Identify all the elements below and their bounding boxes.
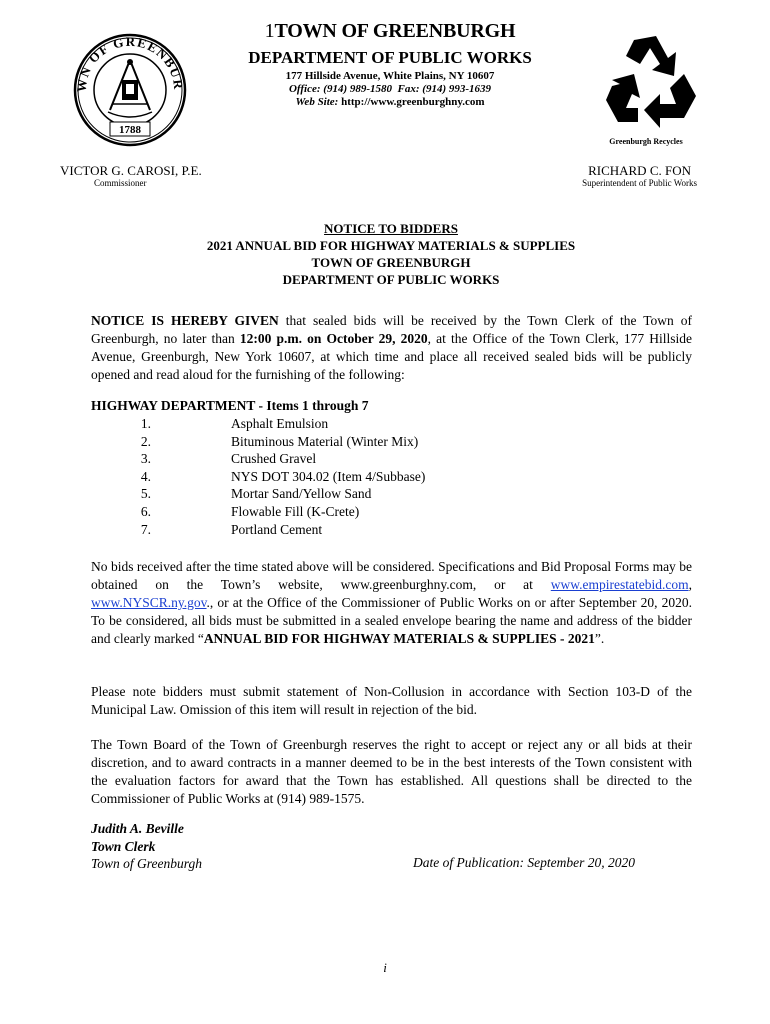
- fax-phone: (914) 993-1639: [422, 83, 492, 95]
- header-title: [230, 20, 550, 43]
- notice-line-3: TOWN OF GREENBURGH: [311, 255, 471, 270]
- fax-label: Fax:: [397, 83, 420, 95]
- office-phone: (914) 989-1580: [323, 83, 393, 95]
- notice-paragraph: [91, 312, 692, 384]
- publication-date: Date of Publication: September 20, 2020: [413, 855, 635, 870]
- specifications-paragraph: [91, 558, 692, 648]
- highway-heading: HIGHWAY DEPARTMENT - Items 1 through 7: [91, 398, 369, 413]
- item-label: Flowable Fill (K-Crete): [231, 503, 360, 519]
- town-seal-graphic: [72, 32, 188, 148]
- item-number: 7.: [140, 521, 151, 537]
- non-collusion-paragraph: Please note bidders must submit statement of Non-Collusion in accordance with Section 103-D of the Municipal Law. Omission of this item will result in rejection of the bid.: [91, 684, 692, 717]
- item-label: NYS DOT 304.02 (Item 4/Subbase): [231, 468, 426, 484]
- spec-text-1: No bids received after the time stated above will be considered. Specifications and Bid Proposal Forms may be obtained on the Town’s website, www.greenburghny.com, or at: [91, 559, 692, 592]
- spec-text-3: ”.: [594, 631, 605, 646]
- recycle-graphic: [604, 30, 700, 130]
- seal-year: 1788: [119, 124, 141, 136]
- web-label: Web Site:: [295, 96, 339, 108]
- link-separator: ,: [688, 577, 692, 592]
- superintendent-name: RICHARD C. FON: [588, 163, 691, 178]
- notice-text-2: , at the Office of the Town Clerk, 177 Hillside Avenue, Greenburgh, New York 10607, at which time and place all received sealed bids will be publicly opened and read aloud for the furnishing of the following:: [91, 331, 692, 382]
- seal-ring-text: WN OF GREENBUR: [73, 33, 187, 93]
- item-label: Portland Cement: [231, 521, 323, 537]
- recycle-caption: Greenburgh Recycles: [609, 137, 683, 146]
- notice-heading: [91, 220, 691, 288]
- list-item: [91, 485, 591, 503]
- list-item: [91, 521, 591, 539]
- superintendent-role: Superintendent of Public Works: [582, 178, 697, 188]
- commissioner-name: VICTOR G. CAROSI, P.E.: [60, 163, 202, 178]
- notice-lead: NOTICE IS HEREBY GIVEN: [91, 313, 279, 328]
- header-website: [230, 96, 550, 108]
- recycle-icon: [604, 30, 700, 130]
- clerk-title: Town Clerk: [91, 838, 156, 854]
- notice-text-1: that sealed bids will be received by the Town Clerk of the Town of Greenburgh, no later than: [91, 313, 692, 346]
- nyscr-link[interactable]: www.NYSCR.ny.gov: [91, 595, 207, 610]
- list-item: [91, 468, 591, 486]
- item-label: Bituminous Material (Winter Mix): [231, 433, 419, 449]
- item-label: Mortar Sand/Yellow Sand: [231, 486, 372, 502]
- town-seal: [72, 32, 188, 148]
- notice-line-2: 2021 ANNUAL BID FOR HIGHWAY MATERIALS & SUPPLIES: [206, 238, 576, 253]
- item-number: 5.: [140, 486, 151, 502]
- signature-block: [91, 820, 202, 873]
- header-title-text: TOWN OF GREENBURGH: [274, 20, 516, 42]
- page-number: i: [383, 960, 387, 975]
- list-item: [91, 415, 591, 433]
- town-board-paragraph: The Town Board of the Town of Greenburgh reserves the right to accept or reject any or all bids at their discretion, and to award contracts in a manner deemed to be in the best interests of the Town consistent with the evaluation factors for award that the Town has established. All questions shall be directed to the Commissioner of Public Works at (914) 989-1575.: [91, 737, 692, 806]
- envelope-marking: ANNUAL BID FOR HIGHWAY MATERIALS & SUPPLIES - 2021: [203, 631, 595, 646]
- commissioner-role: Commissioner: [94, 178, 147, 188]
- empirestatebid-link[interactable]: www.empirestatebid.com: [550, 577, 689, 592]
- clerk-name: Judith A. Beville: [91, 821, 184, 836]
- item-number: 2.: [140, 433, 151, 449]
- item-number: 4.: [140, 468, 151, 484]
- list-item: [91, 450, 591, 468]
- item-number: 6.: [140, 503, 151, 519]
- item-number: 3.: [140, 451, 151, 467]
- highway-items-list: [91, 415, 591, 538]
- item-label: Crushed Gravel: [231, 451, 317, 467]
- bid-deadline: 12:00 p.m. on October 29, 2020: [239, 331, 428, 346]
- notice-line-4: DEPARTMENT OF PUBLIC WORKS: [282, 272, 500, 287]
- header-department: DEPARTMENT OF PUBLIC WORKS: [248, 48, 532, 67]
- header-title-prefix: 1: [264, 20, 275, 42]
- notice-title: NOTICE TO BIDDERS: [324, 221, 458, 236]
- spec-text-2: ., or at the Office of the Commissioner of Public Works on or after September 20, 2020. To be considered, all bids must be submitted in a sealed envelope bearing the name and address of the bidder and clearly marked “: [91, 595, 692, 646]
- item-label: Asphalt Emulsion: [231, 416, 329, 431]
- item-number: 1.: [140, 416, 151, 431]
- clerk-town: Town of Greenburgh: [91, 856, 203, 871]
- header-phones: [230, 83, 550, 95]
- header-address: 177 Hillside Avenue, White Plains, NY 10607: [285, 70, 495, 82]
- office-label: Office:: [288, 83, 321, 95]
- list-item: [91, 503, 591, 521]
- web-url[interactable]: http://www.greenburghny.com: [341, 96, 485, 108]
- list-item: [91, 433, 591, 451]
